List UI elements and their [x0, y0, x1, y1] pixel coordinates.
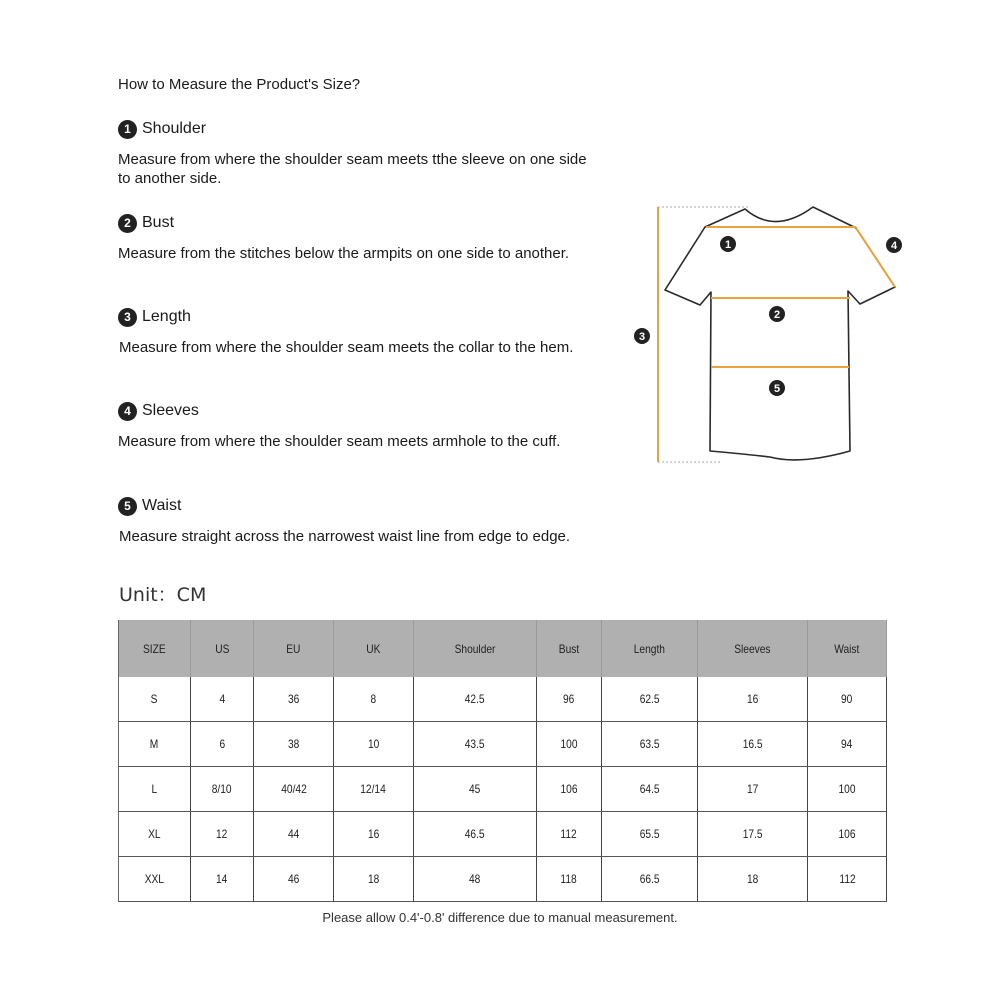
number-5-icon: 5	[118, 497, 137, 516]
header-sleeves: Sleeves	[698, 620, 808, 677]
section-waist	[118, 495, 588, 546]
number-4-icon: 4	[118, 402, 137, 421]
section-description: Measure from where the shoulder seam meets tthe sleeve on one side to another side.	[118, 151, 587, 187]
table-cell: 45	[413, 767, 536, 812]
table-cell: 40/42	[254, 767, 334, 812]
number-3-icon: 3	[118, 308, 137, 327]
svg-text:5: 5	[773, 383, 781, 395]
unit-label: Unit：CM	[119, 584, 207, 606]
table-cell: 46.5	[413, 812, 536, 857]
table-cell: 36	[254, 677, 334, 722]
table-cell: 63.5	[602, 722, 698, 767]
table-cell: 66.5	[602, 857, 698, 902]
section-length	[118, 306, 588, 357]
header-shoulder: Shoulder	[413, 620, 536, 677]
marker-4-icon	[886, 237, 902, 253]
table-cell: XL	[119, 812, 191, 857]
size-table	[118, 620, 887, 902]
section-description: Measure from the stitches below the armpits on one side to another.	[118, 245, 570, 262]
header-uk: UK	[333, 620, 413, 677]
header-length: Length	[602, 620, 698, 677]
table-cell: L	[119, 767, 191, 812]
table-row	[119, 857, 887, 902]
table-cell: 10	[333, 722, 413, 767]
svg-text:4: 4	[890, 240, 898, 252]
table-cell: 16	[698, 677, 808, 722]
table-cell: M	[119, 722, 191, 767]
table-row	[119, 677, 887, 722]
table-cell: 14	[190, 857, 254, 902]
section-description: Measure from where the shoulder seam meets armhole to the cuff.	[118, 433, 561, 450]
table-cell: 6	[190, 722, 254, 767]
tshirt-diagram	[620, 195, 920, 475]
marker-3-icon	[634, 328, 650, 344]
section-bust	[118, 212, 588, 263]
table-cell: 8/10	[190, 767, 254, 812]
table-cell: 43.5	[413, 722, 536, 767]
table-cell: 100	[536, 722, 601, 767]
table-cell: 18	[333, 857, 413, 902]
table-cell: 64.5	[602, 767, 698, 812]
section-sleeves	[118, 400, 588, 451]
table-row	[119, 722, 887, 767]
table-cell: 12	[190, 812, 254, 857]
svg-text:2: 2	[773, 309, 781, 321]
section-title: Shoulder	[142, 120, 207, 137]
page-title: How to Measure the Product's Size?	[118, 76, 361, 93]
table-cell: 90	[808, 677, 887, 722]
sleeve-measure-line	[856, 228, 895, 287]
section-title: Length	[142, 308, 191, 325]
table-cell: 94	[808, 722, 887, 767]
table-cell: 18	[698, 857, 808, 902]
header-bust: Bust	[536, 620, 601, 677]
table-row	[119, 767, 887, 812]
table-cell: 100	[808, 767, 887, 812]
footnote: Please allow 0.4'-0.8' difference due to manual measurement.	[322, 910, 678, 925]
section-title: Waist	[142, 497, 182, 514]
table-cell: XXL	[119, 857, 191, 902]
section-title: Sleeves	[142, 402, 199, 419]
svg-text:3: 3	[638, 331, 646, 343]
table-row	[119, 812, 887, 857]
table-cell: 8	[333, 677, 413, 722]
section-description: Measure straight across the narrowest waist line from edge to edge.	[119, 528, 571, 545]
table-cell: 106	[808, 812, 887, 857]
number-1-icon: 1	[118, 120, 137, 139]
table-cell: S	[119, 677, 191, 722]
svg-text:1: 1	[724, 239, 732, 251]
table-cell: 65.5	[602, 812, 698, 857]
table-cell: 42.5	[413, 677, 536, 722]
table-cell: 16	[333, 812, 413, 857]
marker-1-icon	[720, 236, 736, 252]
header-waist: Waist	[808, 620, 887, 677]
table-cell: 96	[536, 677, 601, 722]
header-size: SIZE	[119, 620, 191, 677]
table-cell: 12/14	[333, 767, 413, 812]
header-eu: EU	[254, 620, 334, 677]
marker-2-icon	[769, 306, 785, 322]
table-cell: 48	[413, 857, 536, 902]
table-cell: 106	[536, 767, 601, 812]
section-description: Measure from where the shoulder seam meets the collar to the hem.	[119, 339, 574, 356]
marker-5-icon	[769, 380, 785, 396]
table-cell: 16.5	[698, 722, 808, 767]
table-header-row	[119, 620, 887, 677]
tshirt-outline-icon	[665, 207, 895, 460]
header-us: US	[190, 620, 254, 677]
table-cell: 112	[536, 812, 601, 857]
table-cell: 17	[698, 767, 808, 812]
table-cell: 44	[254, 812, 334, 857]
section-title: Bust	[142, 214, 175, 231]
table-cell: 62.5	[602, 677, 698, 722]
table-cell: 118	[536, 857, 601, 902]
number-2-icon: 2	[118, 214, 137, 233]
table-cell: 46	[254, 857, 334, 902]
table-cell: 38	[254, 722, 334, 767]
table-cell: 112	[808, 857, 887, 902]
table-cell: 4	[190, 677, 254, 722]
section-shoulder	[118, 118, 588, 188]
table-cell: 17.5	[698, 812, 808, 857]
